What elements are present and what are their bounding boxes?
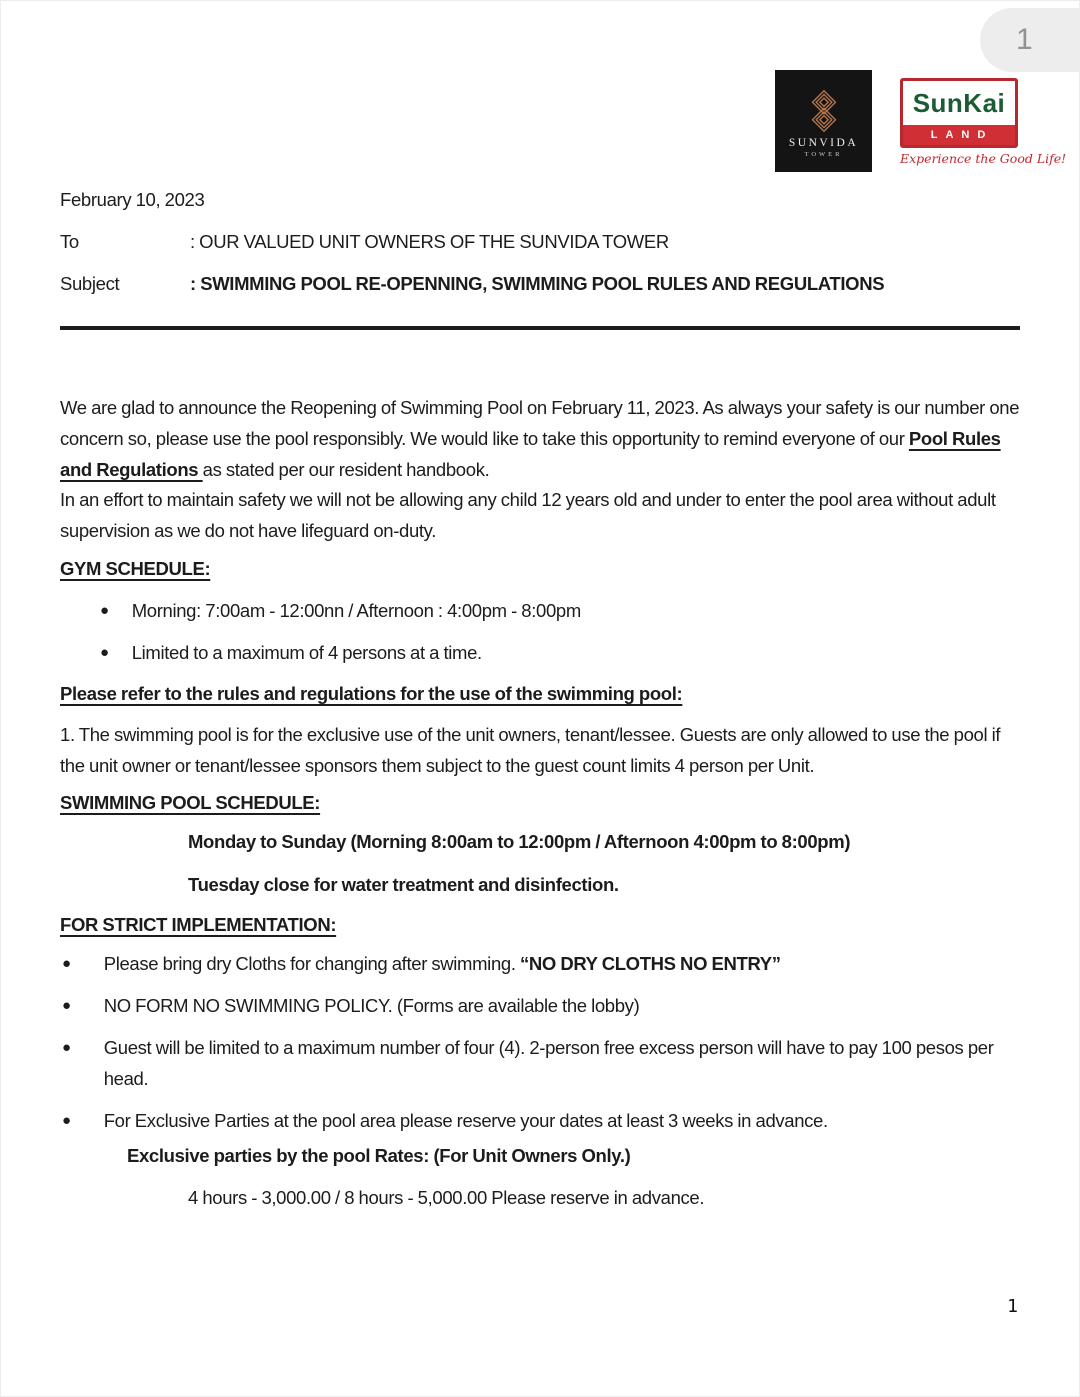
sunkai-land-band: LAND	[903, 125, 1015, 145]
bullet-icon: ●	[62, 1039, 71, 1056]
strict-implementation-list	[60, 948, 1020, 1147]
list-item	[60, 948, 1020, 979]
sunvida-monogram-icon	[801, 88, 847, 134]
list-item	[60, 595, 1020, 626]
gym-schedule-list	[60, 595, 1020, 679]
pool-schedule-heading: SWIMMING POOL SCHEDULE:	[60, 792, 321, 813]
to-value: : OUR VALUED UNIT OWNERS OF THE SUNVIDA TOWER	[190, 231, 669, 252]
rule-1-paragraph: 1. The swimming pool is for the exclusive use of the unit owners, tenant/lessee. Guests are only allowed to use the pool if the unit owner or tenant/lessee sponsors them subject to the guest count limits 4 person per Unit.	[60, 724, 1001, 776]
to-label: To	[60, 231, 79, 252]
gym-bullet-text: Morning: 7:00am - 12:00nn / Afternoon : 4:00pm - 8:00pm	[131, 600, 581, 621]
bullet-icon: ●	[62, 1112, 71, 1129]
safety-paragraph: In an effort to maintain safety we will not be allowing any child 12 years old and under to enter the pool area without adult supervision as we do not have lifeguard on-duty.	[60, 489, 996, 541]
rates-line: 4 hours - 3,000.00 / 8 hours - 5,000.00 Please reserve in advance.	[188, 1187, 705, 1208]
intro-paragraph	[60, 392, 1020, 485]
strict-bullet-text	[104, 1105, 828, 1136]
horizontal-divider	[60, 326, 1020, 330]
sunkai-brand-text: SunKai	[912, 88, 1006, 118]
sunkai-land-logo	[900, 78, 1067, 166]
subject-row	[60, 268, 1020, 299]
list-item	[60, 1032, 1020, 1094]
strict-bullet-bold: “NO DRY CLOTHS NO ENTRY”	[520, 953, 781, 974]
page-indicator-number: 1	[1016, 23, 1033, 56]
to-row	[60, 226, 1020, 257]
exclusive-parties-heading: Exclusive parties by the pool Rates: (For Unit Owners Only.)	[127, 1145, 631, 1166]
bullet-icon: ●	[62, 955, 71, 972]
letter-date: February 10, 2023	[60, 189, 205, 210]
list-item	[60, 990, 1020, 1021]
bullet-icon: ●	[100, 644, 109, 661]
page-indicator-badge	[980, 8, 1080, 72]
strict-bullet-normal: NO FORM NO SWIMMING POLICY. (Forms are available the lobby)	[103, 995, 640, 1016]
sunkai-logo-box	[900, 78, 1018, 148]
strict-bullet-normal: Guest will be limited to a maximum number of four (4). 2-person free excess person will have to pay 100 pesos per head.	[103, 1037, 994, 1089]
subject-label: Subject	[60, 273, 120, 294]
pool-closure-line: Tuesday close for water treatment and disinfection.	[188, 874, 619, 895]
list-item	[60, 1105, 1020, 1136]
subject-value: : SWIMMING POOL RE-OPENNING, SWIMMING POOL RULES AND REGULATIONS	[190, 273, 885, 294]
strict-bullet-normal: For Exclusive Parties at the pool area please reserve your dates at least 3 weeks in advance.	[103, 1110, 828, 1131]
header-logos	[775, 70, 1067, 172]
bullet-icon: ●	[100, 602, 109, 619]
strict-implementation-heading: FOR STRICT IMPLEMENTATION:	[60, 914, 337, 935]
strict-bullet-text	[104, 948, 781, 979]
pool-schedule-line: Monday to Sunday (Morning 8:00am to 12:00pm / Afternoon 4:00pm to 8:00pm)	[188, 831, 851, 852]
strict-bullet-text	[104, 990, 640, 1021]
strict-bullet-text	[104, 1032, 1020, 1094]
refer-heading: Please refer to the rules and regulations for the use of the swimming pool:	[60, 683, 683, 704]
intro-paragraph-tail: as stated per our resident handbook.	[202, 459, 490, 480]
intro-paragraph-text: We are glad to announce the Reopening of Swimming Pool on February 11, 2023. As always your safety is our number one concern so, please use the pool responsibly. We would like to take this opportunity to remind everyone of our	[60, 397, 1020, 449]
strict-bullet-normal: Please bring dry Cloths for changing after swimming.	[103, 953, 520, 974]
bullet-icon: ●	[62, 997, 71, 1014]
pool-rules-emphasis: Pool Rules and Regulations	[60, 428, 1001, 480]
gym-schedule-heading: GYM SCHEDULE:	[60, 558, 211, 579]
sunkai-tagline: Experience the Good Life!	[900, 151, 1067, 166]
sunvida-tower-logo	[775, 70, 872, 172]
gym-bullet-text: Limited to a maximum of 4 persons at a time.	[131, 642, 482, 663]
list-item	[60, 637, 1020, 668]
sunvida-logo-subtext: TOWER	[804, 151, 843, 158]
page-number: 1	[1007, 1296, 1018, 1317]
sunvida-logo-text: SUNVIDA	[788, 137, 859, 149]
